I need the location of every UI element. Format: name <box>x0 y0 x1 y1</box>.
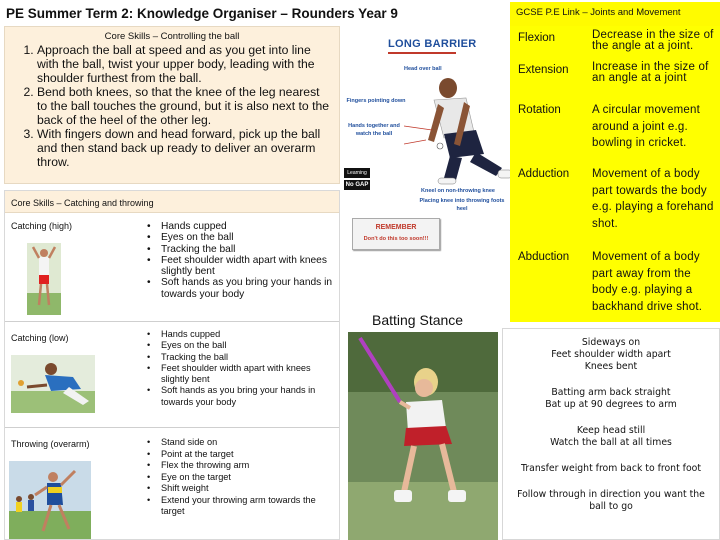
list-item: • Eye on the target <box>147 472 335 484</box>
list-item: • Point at the target <box>147 449 335 461</box>
batting-note: Batting arm back straight <box>551 387 671 398</box>
batting-stance-heading: Batting Stance <box>372 312 464 328</box>
catching-throwing-panel <box>4 190 340 540</box>
learning-badge: Learning <box>344 168 370 178</box>
long-barrier-figure <box>344 28 514 250</box>
catching-low-photo <box>11 355 95 413</box>
catching-low-points <box>147 329 335 408</box>
list-item: • Tracking the ball <box>147 244 335 255</box>
remember-title: REMEMBER <box>375 224 417 231</box>
controlling-step: 1. Approach the ball at speed and as you get into line with the ball, twist your upper body, leading with the shoulder furthest from the ball. <box>37 43 333 85</box>
gcse-definition: Increase in the size of an angle at a joint <box>592 61 709 84</box>
gcse-definition: Decrease in the size of the angle at a joint. <box>592 29 714 52</box>
batting-note: ball to go <box>589 501 633 512</box>
list-item: • Stand side on <box>147 437 335 449</box>
remember-text: Don't do this too soon!!! <box>363 236 429 242</box>
list-item: • Soft hands as you bring your hands in towards your body <box>147 385 335 408</box>
gcse-definition: A circular movement around a joint e.g. bowling in cricket. <box>592 104 700 149</box>
batting-note: Knees bent <box>584 361 638 372</box>
batting-stance-photo <box>348 332 498 540</box>
batting-note: Keep head still <box>576 425 646 436</box>
list-item: • Eyes on the ball <box>147 232 335 243</box>
catching-high-label: Catching (high) <box>11 221 73 231</box>
throwing-overarm-points <box>147 437 335 518</box>
gcse-term: Abduction <box>518 251 570 263</box>
catching-low-label: Catching (low) <box>11 333 69 343</box>
controlling-step: 3. With fingers down and head forward, pick up the ball and then stand back up ready to deliver an overarm throw. <box>37 127 333 169</box>
gcse-term: Extension <box>518 64 569 76</box>
gcse-table <box>510 26 720 322</box>
list-item: • Eyes on the ball <box>147 340 335 351</box>
catching-high-points <box>147 221 335 300</box>
gcse-definition: Movement of a body part away from the body e.g. playing a backhand drive shot. <box>592 251 703 313</box>
list-item: • Hands cupped <box>147 221 335 232</box>
heel-label: Placing knee into throwing foots heel <box>419 198 505 212</box>
batting-note: Transfer weight from back to front foot <box>521 463 701 474</box>
gcse-term: Flexion <box>518 32 556 44</box>
fingers-label: Fingers pointing down <box>346 98 406 104</box>
batting-notes-card <box>502 328 720 540</box>
list-item: • Extend your throwing arm towards the target <box>147 495 335 518</box>
batting-note: Feet shoulder width apart <box>551 349 671 360</box>
list-item: • Feet shoulder width apart with knees slightly bent <box>147 363 335 386</box>
list-item: • Feet shoulder width apart with knees slightly bent <box>147 255 335 278</box>
hands-label: Hands together and watch the ball <box>348 123 400 137</box>
gcse-header <box>510 2 720 26</box>
list-item: • Hands cupped <box>147 329 335 340</box>
list-item: • Soft hands as you bring your hands in towards your body <box>147 277 335 300</box>
barrier-player-illustration <box>404 74 514 186</box>
gcse-term: Adduction <box>518 168 570 180</box>
batting-note: Follow through in direction you want the <box>517 489 705 500</box>
head-label: Head over ball <box>404 66 442 72</box>
remember-box <box>352 218 440 250</box>
controlling-steps <box>11 43 333 169</box>
controlling-step: 2. Bend both knees, so that the knee of the leg nearest to the ball touches the ground, but it is also next to the back of the heel of the other leg. <box>37 85 333 127</box>
throwing-overarm-photo <box>9 461 91 539</box>
nogap-badge: No GAP <box>345 182 369 188</box>
gcse-definition: Movement of a body part towards the body e.g. playing a forehand shot. <box>592 168 714 230</box>
catching-throwing-heading: Core Skills – Catching and throwing <box>11 198 154 208</box>
batting-note: Watch the ball at all times <box>550 437 672 448</box>
batting-note: Sideways on <box>581 337 641 348</box>
controlling-heading: Core Skills – Controlling the ball <box>104 31 240 42</box>
throwing-overarm-label: Throwing (overarm) <box>11 439 90 449</box>
catching-high-photo <box>27 243 61 315</box>
batting-note: Bat up at 90 degrees to arm <box>545 399 677 410</box>
list-item: • Shift weight <box>147 483 335 495</box>
knee-label: Kneel on non-throwing knee <box>421 188 495 194</box>
list-item: • Flex the throwing arm <box>147 460 335 472</box>
list-item: • Tracking the ball <box>147 352 335 363</box>
controlling-ball-panel <box>4 26 340 184</box>
gcse-term: Rotation <box>518 104 561 116</box>
page-title: PE Summer Term 2: Knowledge Organiser – Rounders Year 9 <box>6 6 398 21</box>
long-barrier-title: LONG BARRIER <box>388 38 477 50</box>
gcse-heading: GCSE P.E Link – Joints and Movement <box>516 7 681 18</box>
